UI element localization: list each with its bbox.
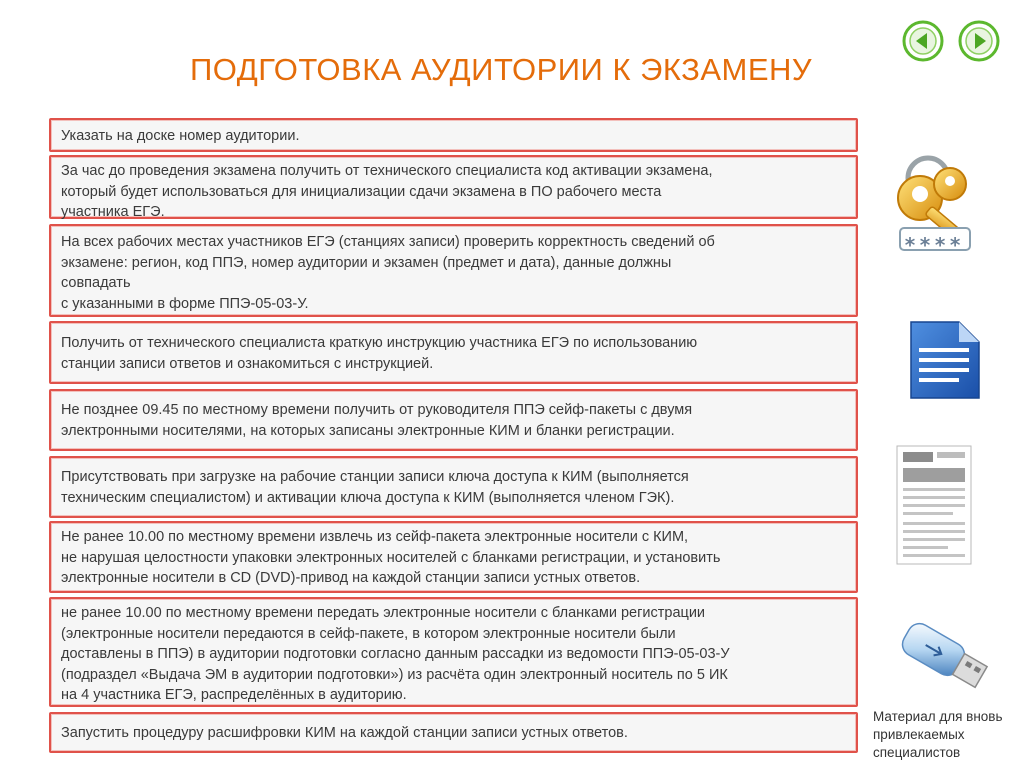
step-box[interactable] bbox=[49, 118, 858, 152]
step-text: На всех рабочих местах участников ЕГЭ (станциях записи) проверить корректность сведений об экзамене: регион, код ППЭ, номер аудитории и экзамен (предмет и дата), данные должны совпадать с указанными в форме ППЭ-05-03-У. bbox=[61, 234, 715, 312]
step-text: Не ранее 10.00 по местному времени извлечь из сейф-пакета электронные носители с КИМ, не нарушая целостности упаковки электронных носителей с бланками регистрации, и установить электронные носители в CD (DVD)-привод на каждой станции записи устных ответов. bbox=[61, 529, 721, 586]
step-box[interactable] bbox=[49, 389, 858, 451]
step-box[interactable] bbox=[49, 521, 858, 593]
step-box[interactable] bbox=[49, 155, 858, 219]
arrow-left-icon bbox=[902, 20, 944, 62]
previous-slide-button[interactable] bbox=[902, 20, 944, 62]
arrow-right-icon bbox=[958, 20, 1000, 62]
step-box[interactable] bbox=[49, 712, 858, 753]
step-text: За час до проведения экзамена получить от технического специалиста код активации экзамена, который будет использоваться для инициализации сдачи экзамена в ПО рабочего места участника ЕГЭ. bbox=[61, 163, 713, 220]
slide-title: ПОДГОТОВКА АУДИТОРИИ К ЭКЗАМЕНУ bbox=[190, 52, 813, 87]
document-icon bbox=[905, 318, 985, 408]
registration-form-icon bbox=[895, 444, 975, 574]
step-box[interactable] bbox=[49, 456, 858, 518]
step-text: Запустить процедуру расшифровки КИМ на каждой станции записи устных ответов. bbox=[61, 725, 628, 741]
step-box[interactable] bbox=[49, 224, 858, 317]
password-mask: **** bbox=[904, 233, 965, 257]
step-text: Получить от технического специалиста краткую инструкцию участника ЕГЭ по использованию станции записи ответов и ознакомиться с инструкцией. bbox=[61, 335, 698, 372]
usb-flash-drive-icon bbox=[893, 610, 993, 710]
step-text: Не позднее 09.45 по местному времени получить от руководителя ППЭ сейф-пакеты с двумя электронными носителями, на которых записаны электронные КИМ и бланки регистрации. bbox=[61, 402, 693, 439]
step-box[interactable] bbox=[49, 321, 858, 384]
new-specialists-caption: Материал для вновь привлекаемых специалистов bbox=[873, 709, 1003, 760]
step-text: Присутствовать при загрузке на рабочие станции записи ключа доступа к КИМ (выполняется техническим специалистом) и активации ключа доступа к КИМ (выполняется членом ГЭК). bbox=[61, 469, 689, 506]
step-text: Указать на доске номер аудитории. bbox=[61, 128, 300, 144]
step-box[interactable] bbox=[49, 597, 858, 707]
next-slide-button[interactable] bbox=[958, 20, 1000, 62]
step-text: не ранее 10.00 по местному времени передать электронные носители с бланками регистрации (электронные носители передаются в сейф-пакете, в котором электронные носители были доставлены в ППЭ) в аудитории подготовки согласно данным рассадки из ведомости ППЭ-05-03-У (подраздел «Выдача ЭМ в аудитории подготовки») из расчёта один электронный носитель по 5 ИК на 4 участника ЕГЭ, распределённых в аудиторию. bbox=[61, 605, 730, 703]
